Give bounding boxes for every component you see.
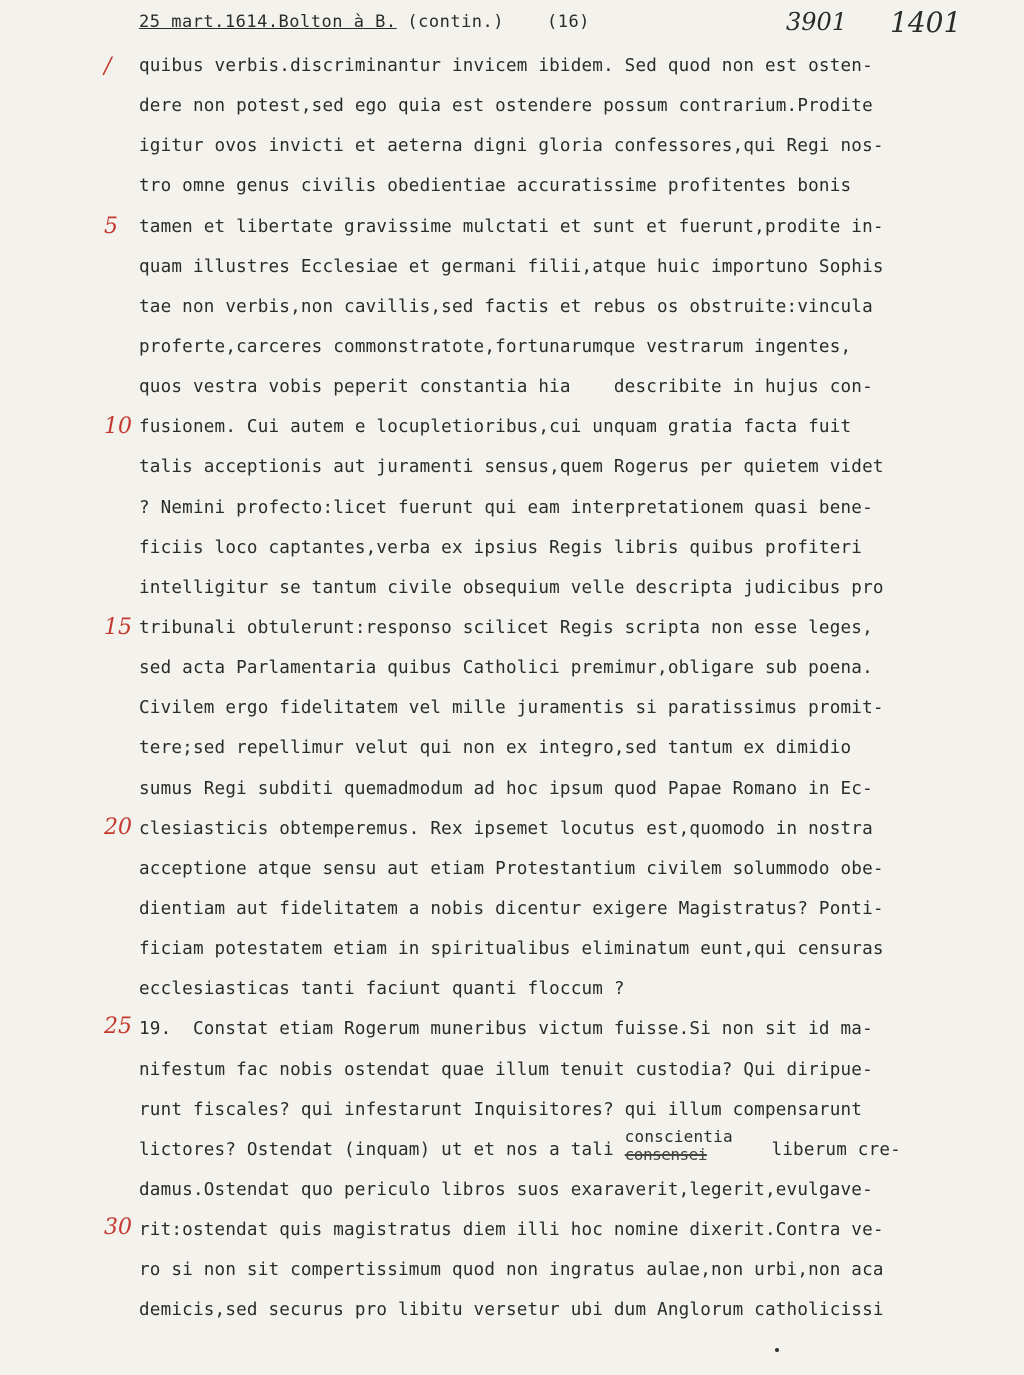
text-line: Civilem ergo fidelitatem vel mille juramentis si paratissimus promit- xyxy=(139,698,884,719)
text-line: runt fiscales? qui infestarunt Inquisitores? qui illum compensarunt xyxy=(139,1099,863,1120)
text-line: tro omne genus civilis obedientiae accuratissime profitentes bonis xyxy=(139,176,852,197)
text-line-with-correction xyxy=(139,1126,999,1176)
text-line: dientiam aut fidelitatem a nobis dicentur exigere Magistratus? Ponti- xyxy=(139,898,884,919)
text-line: tamen et libertate gravissime mulctati et sunt et fuerunt,prodite in- xyxy=(139,216,884,237)
text-line: fusionem. Cui autem e locupletioribus,cui unquam gratia facta fuit xyxy=(139,417,852,438)
header-page: (16) xyxy=(546,12,590,32)
text-line: quos vestra vobis peperit constantia hia describite in hujus con- xyxy=(139,377,873,398)
text-line: rit:ostendat quis magistratus diem illi hoc nomine dixerit.Contra ve- xyxy=(139,1220,884,1241)
text-line: tae non verbis,non cavillis,sed factis et rebus os obstruite:vincula xyxy=(139,296,873,317)
text-line: nifestum fac nobis ostendat quae illum tenuit custodia? Qui diripue- xyxy=(139,1059,873,1080)
text-line: proferte,carceres commonstratote,fortunarumque vestrarum ingentes, xyxy=(139,336,852,357)
handwritten-correction xyxy=(624,1126,761,1164)
text-line: intelligitur se tantum civile obsequium velle descripta judicibus pro xyxy=(139,577,884,598)
text-line: tere;sed repellimur velut qui non ex integro,sed tantum ex dimidio xyxy=(139,738,852,759)
archive-number-1: 3901 xyxy=(786,8,848,36)
archive-number-2: 1401 xyxy=(890,6,962,39)
line-number: / xyxy=(104,54,112,79)
text-line: tribunali obtulerunt:responso scilicet Regis scripta non esse leges, xyxy=(139,617,873,638)
line-number: 30 xyxy=(104,1215,132,1240)
text-segment: lictores? Ostendat (inquam) ut et nos a tali xyxy=(139,1139,614,1160)
header-contin: (contin.) xyxy=(407,12,505,32)
text-line: ? Nemini profecto:licet fuerunt qui eam interpretationem quasi bene- xyxy=(139,497,873,518)
paper-speck xyxy=(775,1348,779,1352)
text-line: ecclesiasticas tanti faciunt quanti floccum ? xyxy=(139,979,625,1000)
text-line: sed acta Parlamentaria quibus Catholici premimur,obligare sub poena. xyxy=(139,658,873,679)
text-line: ro si non sit compertissimum quod non ingratus aulae,non urbi,non aca xyxy=(139,1260,884,1281)
text-line: demicis,sed securus pro libitu versetur ubi dum Anglorum catholicissi xyxy=(139,1300,884,1321)
correction-struck: consensei xyxy=(624,1144,707,1164)
text-line: ficiis loco captantes,verba ex ipsius Regis libris quibus profiteri xyxy=(139,537,863,558)
line-number: 5 xyxy=(104,214,118,239)
text-line: igitur ovos invicti et aeterna digni gloria confessores,qui Regi nos- xyxy=(139,136,884,157)
line-number: 10 xyxy=(104,414,132,439)
text-body xyxy=(139,52,999,1337)
text-line: dere non potest,sed ego quia est ostendere possum contrarium.Prodite xyxy=(139,96,873,117)
line-number: 25 xyxy=(104,1014,132,1039)
text-line: damus.Ostendat quo periculo libros suos exaraverit,legerit,evulgave- xyxy=(139,1179,873,1200)
text-line: talis acceptionis aut juramenti sensus,quem Rogerus per quietem videt xyxy=(139,457,884,478)
text-line: 19. Constat etiam Rogerum muneribus victum fuisse.Si non sit id ma- xyxy=(139,1019,873,1040)
page-header xyxy=(139,12,590,32)
text-line: quam illustres Ecclesiae et germani filii,atque huic importuno Sophis xyxy=(139,256,884,277)
line-number: 20 xyxy=(104,815,132,840)
text-segment: liberum cre- xyxy=(760,1139,901,1160)
text-line: quibus verbis.discriminantur invicem ibidem. Sed quod non est osten- xyxy=(139,56,873,76)
text-line: ficiam potestatem etiam in spiritualibus eliminatum eunt,qui censuras xyxy=(139,939,884,960)
line-number: 15 xyxy=(104,615,132,640)
text-line: clesiasticis obtemperemus. Rex ipsemet locutus est,quomodo in nostra xyxy=(139,818,873,839)
text-line: sumus Regi subditi quemadmodum ad hoc ipsum quod Papae Romano in Ec- xyxy=(139,778,873,799)
header-ref: 25 mart.1614.Bolton à B. xyxy=(139,12,397,32)
text-line: acceptione atque sensu aut etiam Protestantium civilem solummodo obe- xyxy=(139,858,884,879)
correction-inserted: conscientia xyxy=(624,1126,733,1146)
